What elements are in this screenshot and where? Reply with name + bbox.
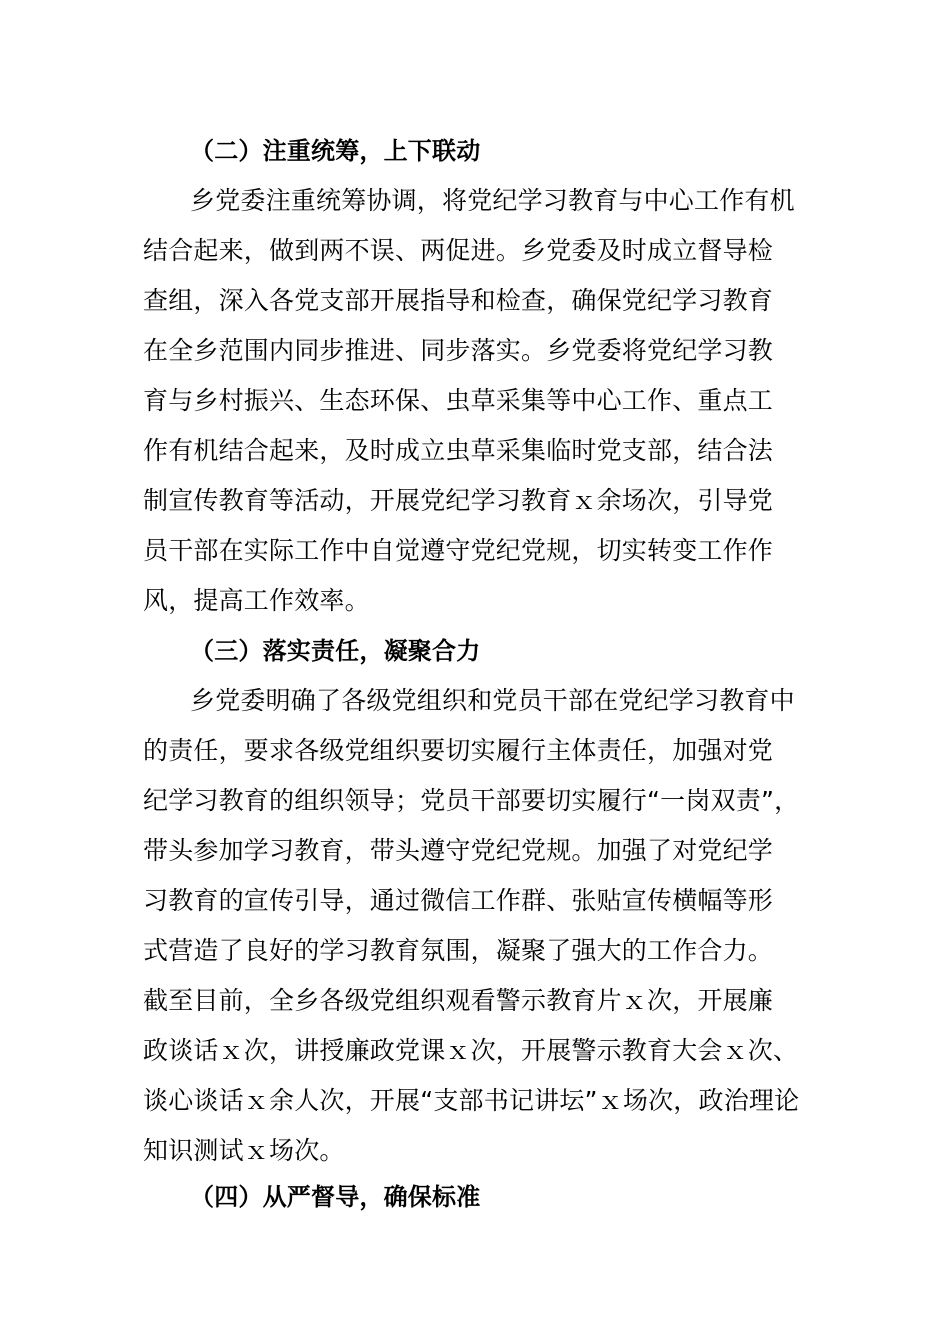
paragraph-line: 谈心谈话ｘ余人次，开展“支部书记讲坛”ｘ场次，政治理论 [143, 1086, 800, 1115]
paragraph-line: 风，提高工作效率。 [143, 586, 370, 615]
paragraph-line: 在全乡范围内同步推进、同步落实。乡党委将党纪学习教 [143, 336, 774, 365]
paragraph-line: 知识测试ｘ场次。 [143, 1136, 345, 1165]
paragraph-line: 纪学习教育的组织领导；党员干部要切实履行“一岗双责”， [143, 786, 800, 815]
paragraph-line: 查组，深入各党支部开展指导和检查，确保党纪学习教育 [143, 286, 774, 315]
section-heading-3: （三）落实责任，凝聚合力 [190, 637, 481, 665]
paragraph-line: 政谈话ｘ次，讲授廉政党课ｘ次，开展警示教育大会ｘ次、 [143, 1036, 799, 1065]
paragraph-line: 员干部在实际工作中自觉遵守党纪党规，切实转变工作作 [143, 536, 774, 565]
paragraph-line: 截至目前，全乡各级党组织观看警示教育片ｘ次，开展廉 [143, 986, 774, 1015]
paragraph-line: 结合起来，做到两不误、两促进。乡党委及时成立督导检 [143, 236, 774, 265]
paragraph-line: 作有机结合起来，及时成立虫草采集临时党支部，结合法 [143, 436, 774, 465]
paragraph-line: 习教育的宣传引导，通过微信工作群、张贴宣传横幅等形 [143, 886, 774, 915]
paragraph-line: 乡党委注重统筹协调，将党纪学习教育与中心工作有机 [190, 186, 795, 215]
paragraph-line: 式营造了良好的学习教育氛围，凝聚了强大的工作合力。 [143, 936, 774, 965]
paragraph-line: 的责任，要求各级党组织要切实履行主体责任，加强对党 [143, 736, 774, 765]
paragraph-line: 制宣传教育等活动，开展党纪学习教育ｘ余场次，引导党 [143, 486, 774, 515]
paragraph-line: 育与乡村振兴、生态环保、虫草采集等中心工作、重点工 [143, 386, 774, 415]
section-heading-2: （二）注重统筹，上下联动 [190, 137, 481, 165]
section-heading-4: （四）从严督导，确保标准 [190, 1183, 481, 1211]
paragraph-line: 带头参加学习教育，带头遵守党纪党规。加强了对党纪学 [143, 836, 774, 865]
paragraph-line: 乡党委明确了各级党组织和党员干部在党纪学习教育中 [190, 686, 795, 715]
